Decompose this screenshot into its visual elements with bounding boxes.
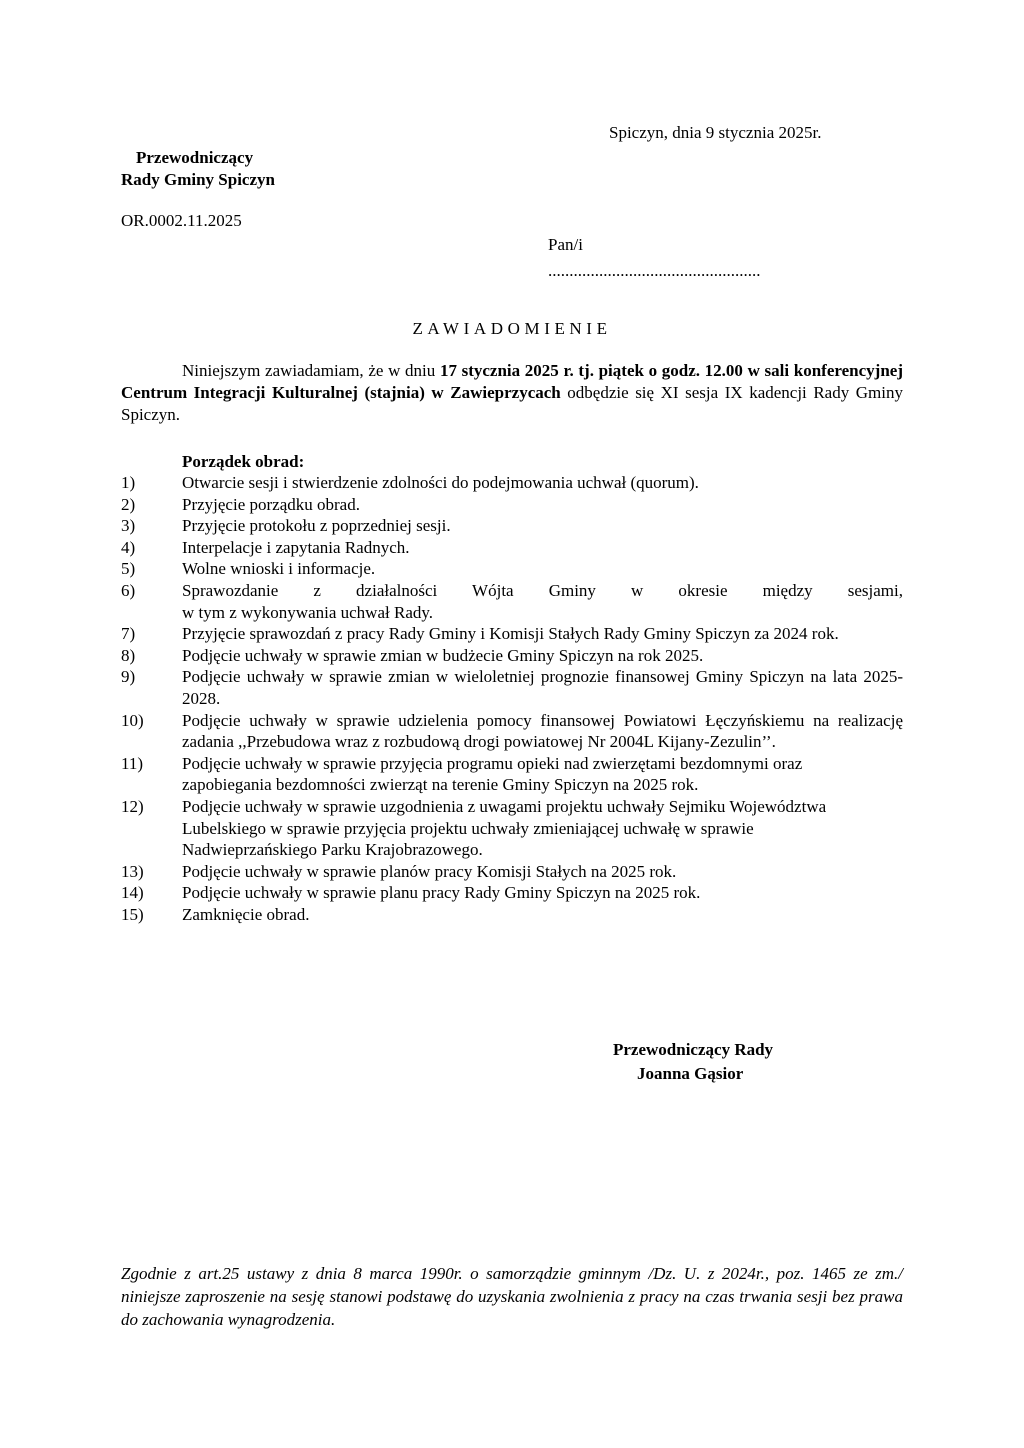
agenda-item-number: 11) [121, 753, 144, 773]
intro-text-2: odbędzie się XI sesja IX kadencji Rady Gminy Spiczyn. [121, 383, 903, 424]
agenda-item [121, 710, 903, 753]
agenda-item [121, 623, 903, 645]
agenda-item-text: Przyjęcie sprawozdań z pracy Rady Gminy i Komisji Stałych Rady Gminy Spiczyn za 2024 rok. [182, 624, 839, 644]
agenda-item [121, 537, 903, 559]
agenda-item-text: Podjęcie uchwały w sprawie planów pracy Komisji Stałych na 2025 rok. [182, 861, 677, 881]
addressee-block [548, 232, 761, 284]
agenda-item [121, 558, 903, 580]
signature-title: Przewodniczący Rady [613, 1040, 774, 1059]
agenda-item-text [182, 753, 903, 796]
agenda-item-text: Podjęcie uchwały w sprawie udzielenia pomocy finansowej Powiatowi Łęczyńskiemu na realizację zadania ,,Przebudowa wraz z rozbudową drogi powiatowej Nr 2004L Kijany-Zezulin’’. [182, 710, 903, 752]
document-title: ZAWIADOMIENIE [412, 319, 612, 338]
agenda-item [121, 904, 903, 926]
agenda-item-text: Podjęcie uchwały w sprawie zmian w budżecie Gminy Spiczyn na rok 2025. [182, 645, 704, 665]
agenda-item [121, 882, 903, 904]
agenda-item-number: 8) [121, 645, 136, 665]
agenda-item-text [182, 580, 903, 623]
agenda-item-text: Podjęcie uchwały w sprawie planu pracy Rady Gminy Spiczyn na 2025 rok. [182, 883, 701, 903]
agenda-item-number: 15) [121, 904, 144, 924]
agenda-item-number: 2) [121, 494, 136, 514]
agenda-item-text-line: w tym z wykonywania uchwał Rady. [182, 602, 434, 622]
agenda-item-number: 1) [121, 473, 136, 492]
agenda-item-text: Przyjęcie protokołu z poprzedniej sesji. [182, 516, 451, 536]
reference-number: OR.0002.11.2025 [121, 211, 242, 230]
agenda-item [121, 472, 903, 494]
agenda-item [121, 753, 903, 796]
agenda-item-text-line: Podjęcie uchwały w sprawie przyjęcia programu opieki nad zwierzętami bezdomnymi oraz [182, 753, 803, 773]
signature-block [613, 1038, 773, 1086]
agenda-item-number: 10) [121, 710, 144, 730]
agenda-item-number: 13) [121, 861, 144, 881]
sender-council: Rady Gminy Spiczyn [121, 170, 275, 189]
agenda-item [121, 861, 903, 883]
agenda-item-text: Przyjęcie porządku obrad. [182, 494, 360, 514]
agenda-item [121, 666, 903, 709]
sender-block [121, 147, 275, 191]
agenda-item [121, 494, 903, 516]
agenda-item-number: 5) [121, 559, 136, 579]
legal-footnote: Zgodnie z art.25 ustawy z dnia 8 marca 1990r. o samorządzie gminnym /Dz. U. z 2024r., poz. 1465 ze zm./ niniejsze zaproszenie na sesję stanowi podstawę do uzyskania zwolnienia z pracy na czas trwania sesji bez prawa do zachowania wynagrodzenia. [121, 1264, 903, 1329]
addressee-dots: .................................................. [548, 261, 761, 280]
agenda-item-text-line: Lubelskiego w sprawie przyjęcia projektu uchwały zmieniającej uchwałę w sprawie [182, 818, 754, 838]
agenda-item-text: Interpelacje i zapytania Radnych. [182, 537, 410, 557]
addressee-label: Pan/i [548, 235, 583, 254]
agenda-item-text-line: zapobiegania bezdomności zwierząt na terenie Gminy Spiczyn na 2025 rok. [182, 775, 699, 795]
agenda-item-number: 7) [121, 624, 136, 644]
intro-paragraph [121, 360, 903, 426]
agenda-item [121, 796, 903, 861]
agenda-item-number: 14) [121, 883, 144, 903]
agenda-item [121, 515, 903, 537]
agenda-item-text-line: Podjęcie uchwały w sprawie uzgodnienia z uwagami projektu uchwały Sejmiku Województwa [182, 796, 827, 816]
agenda-item-text [182, 796, 903, 861]
agenda-item-number: 4) [121, 537, 136, 557]
agenda-heading: Porządek obrad: [182, 452, 305, 471]
place-date: Spiczyn, dnia 9 stycznia 2025r. [609, 123, 822, 142]
agenda-item-text: Otwarcie sesji i stwierdzenie zdolności do podejmowania uchwał (quorum). [182, 473, 699, 492]
agenda-item-text: Wolne wnioski i informacje. [182, 559, 376, 579]
intro-text-bold: 17 stycznia 2025 r. tj. piątek o godz. 12.00 w sali konferencyjnej Centrum Integracji Kulturalnej (stajnia) w Zawieprzycach [121, 361, 903, 402]
agenda-item-text: Zamknięcie obrad. [182, 904, 310, 924]
agenda-item-number: 12) [121, 796, 144, 816]
signature-name: Joanna Gąsior [637, 1064, 744, 1083]
agenda-item-text-line: Nadwieprzańskiego Parku Krajobrazowego. [182, 840, 483, 860]
agenda-item [121, 645, 903, 667]
agenda-item [121, 580, 903, 623]
agenda-item-number: 3) [121, 516, 136, 536]
intro-text-1: Niniejszym zawiadamiam, że w dniu [182, 361, 440, 380]
agenda-list [121, 472, 903, 925]
agenda-item-text-line: Sprawozdanie z działalności Wójta Gminy w okresie między sesjami, [182, 580, 903, 600]
agenda-item-number: 9) [121, 667, 136, 687]
agenda-item-number: 6) [121, 580, 136, 600]
sender-title: Przewodniczący [136, 148, 254, 167]
agenda-item-text: Podjęcie uchwały w sprawie zmian w wieloletniej prognozie finansowej Gminy Spiczyn na lata 2025-2028. [182, 667, 903, 708]
